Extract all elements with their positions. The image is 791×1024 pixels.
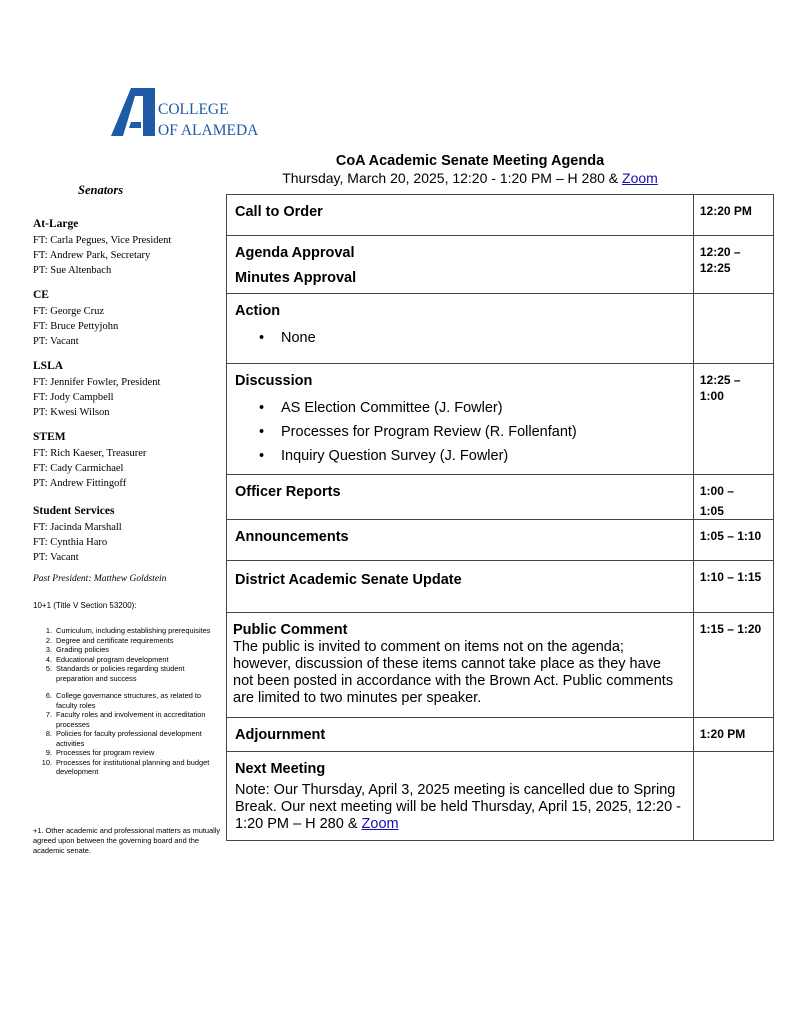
agenda-item [227, 364, 694, 475]
list-item [38, 748, 223, 758]
member: FT: Andrew Park, Secretary [33, 250, 151, 261]
discussion-list [235, 396, 685, 468]
member: FT: Bruce Pettyjohn [33, 321, 119, 332]
list-text: Processes for institutional planning and budget development [56, 757, 210, 776]
agenda-item [227, 752, 694, 841]
agenda-table [226, 194, 774, 841]
item-title: Discussion [235, 373, 313, 389]
ten-plus-one-heading: 10+1 (Title V Section 53200): [33, 601, 137, 610]
agenda-item [227, 294, 694, 364]
item-title: District Academic Senate Update [235, 572, 462, 588]
list-number: 2. [45, 635, 52, 645]
agenda-row-approvals [227, 236, 774, 294]
college-logo [111, 86, 261, 140]
zoom-link[interactable]: Zoom [622, 170, 658, 186]
agenda-row-officer-reports [227, 475, 774, 520]
agenda-time: 1:15 – 1:20 [693, 613, 773, 718]
member: FT: George Cruz [33, 306, 105, 317]
item-title: Adjournment [235, 727, 326, 743]
list-item [38, 758, 223, 777]
agenda-time [693, 294, 773, 364]
member: FT: Cynthia Haro [33, 537, 108, 548]
list-number: 1. [45, 626, 52, 635]
list-number: 4. [45, 654, 52, 664]
college-logo-mark-icon [111, 86, 159, 140]
list-text: Faculty roles and involvement in accreditation processes [56, 710, 206, 729]
agenda-row-district [227, 561, 774, 613]
meeting-info: Thursday, March 20, 2025, 12:20 - 1:20 PM – H 280 & [282, 170, 619, 186]
agenda-row-next-meeting [227, 752, 774, 841]
item-title: Minutes Approval [235, 270, 357, 286]
member: FT: Jennifer Fowler, President [33, 377, 161, 388]
member: PT: Sue Altenbach [33, 265, 112, 276]
agenda-time [693, 752, 773, 841]
list-text: Processes for program review [56, 748, 155, 757]
list-item [38, 655, 223, 665]
list-number: 5. [45, 664, 52, 673]
group-ce [33, 288, 118, 349]
list-item [38, 645, 223, 655]
agenda-row-public-comment [227, 613, 774, 718]
group-title: At-Large [33, 218, 79, 230]
member: FT: Carla Pegues, Vice President [33, 235, 172, 246]
agenda-time: 12:20 PM [693, 195, 773, 236]
list-item [38, 710, 223, 729]
past-president: Past President: Matthew Goldstein [33, 574, 167, 584]
agenda-item [227, 475, 694, 520]
list-item: • Processes for Program Review (R. Follenfant) [281, 420, 685, 444]
member: PT: Kwesi Wilson [33, 407, 110, 418]
group-title: STEM [33, 431, 66, 443]
agenda-row-discussion [227, 364, 774, 475]
senators-heading: Senators [78, 183, 124, 197]
agenda-row-action [227, 294, 774, 364]
member: PT: Vacant [33, 552, 79, 563]
agenda-item [227, 561, 694, 613]
group-at-large [33, 217, 171, 278]
agenda-time: 1:20 PM [693, 718, 773, 752]
list-item: • None [281, 326, 685, 350]
action-list [235, 326, 685, 350]
agenda-time: 1:05 – 1:10 [693, 520, 773, 561]
list-item [38, 636, 223, 646]
list-text: College governance structures, as related to faculty roles [56, 691, 202, 710]
page-title: CoA Academic Senate Meeting Agenda [335, 153, 605, 169]
next-meeting-note: Note: Our Thursday, April 3, 2025 meeting is cancelled due to Spring Break. Our next meeting will be held Thursday, April 15, 2025, 12:20 - 1:20 PM – H 280 & [235, 782, 681, 832]
list-item [38, 691, 223, 710]
list-text: Educational program development [56, 654, 169, 664]
agenda-row-announcements [227, 520, 774, 561]
plus-one-note: +1. Other academic and professional matters as mutually agreed upon between the governing board and the academic senate. [33, 826, 221, 855]
group-stem [33, 430, 146, 491]
list-text: Standards or policies regarding student preparation and success [56, 664, 185, 683]
group-lsla [33, 359, 160, 420]
list-number: 8. [45, 729, 52, 738]
member: FT: Cady Carmichael [33, 463, 124, 474]
agenda-time: 12:25 – 1:00 [693, 364, 773, 475]
agenda-item [227, 195, 694, 236]
item-title: Announcements [235, 529, 349, 545]
logo-line2: OF ALAMEDA [158, 122, 259, 139]
list-number: 9. [45, 748, 52, 757]
list-text: Curriculum, including establishing prerequisites [56, 626, 211, 635]
list-number: 3. [45, 645, 52, 654]
zoom-link[interactable]: Zoom [361, 816, 399, 832]
list-text: Grading policies [56, 645, 109, 654]
item-title: Public Comment [233, 622, 348, 638]
list-text: Degree and certificate requirements [56, 635, 174, 645]
item-title: Agenda Approval [235, 245, 355, 261]
list-number: 7. [45, 710, 52, 719]
member: FT: Jacinda Marshall [33, 522, 122, 533]
list-number: 6. [45, 691, 52, 700]
logo-line1: COLLEGE [158, 101, 229, 118]
list-item [38, 626, 223, 636]
agenda-time: 1:10 – 1:15 [693, 561, 773, 613]
member: FT: Jody Campbell [33, 392, 114, 403]
item-title: Action [235, 303, 281, 319]
item-description [235, 782, 685, 833]
group-title: LSLA [33, 360, 64, 372]
list-item: • Inquiry Question Survey (J. Fowler) [281, 444, 685, 468]
agenda-row-adjournment [227, 718, 774, 752]
list-item [38, 664, 223, 683]
page-subtitle [226, 170, 714, 186]
item-title: Next Meeting [235, 761, 326, 777]
group-title: Student Services [33, 505, 115, 517]
agenda-time: 12:20 – 12:25 [693, 236, 773, 294]
agenda-item [227, 520, 694, 561]
list-item: • AS Election Committee (J. Fowler) [281, 396, 685, 420]
list-number: 10. [41, 757, 52, 767]
item-title: Officer Reports [235, 484, 341, 500]
ten-plus-one-list [38, 626, 223, 777]
time-end: 1:05 [699, 504, 724, 518]
time-start: 1:00 – [699, 484, 734, 498]
group-title: CE [33, 289, 49, 301]
list-item [38, 729, 223, 748]
agenda-item [227, 613, 694, 718]
member: FT: Rich Kaeser, Treasurer [33, 448, 147, 459]
member: PT: Andrew Fittingoff [33, 478, 127, 489]
group-student-services [33, 504, 122, 565]
agenda-time [693, 475, 773, 520]
item-title: Call to Order [235, 204, 323, 220]
list-text: Policies for faculty professional development activities [56, 729, 202, 748]
agenda-row-call-to-order [227, 195, 774, 236]
member: PT: Vacant [33, 336, 79, 347]
agenda-item [227, 236, 694, 294]
item-description: The public is invited to comment on items not on the agenda; however, discussion of these items cannot take place as they have not been posted in accordance with the Brown Act. Public comments are limited to two minutes per speaker. [233, 639, 674, 706]
agenda-item [227, 718, 694, 752]
